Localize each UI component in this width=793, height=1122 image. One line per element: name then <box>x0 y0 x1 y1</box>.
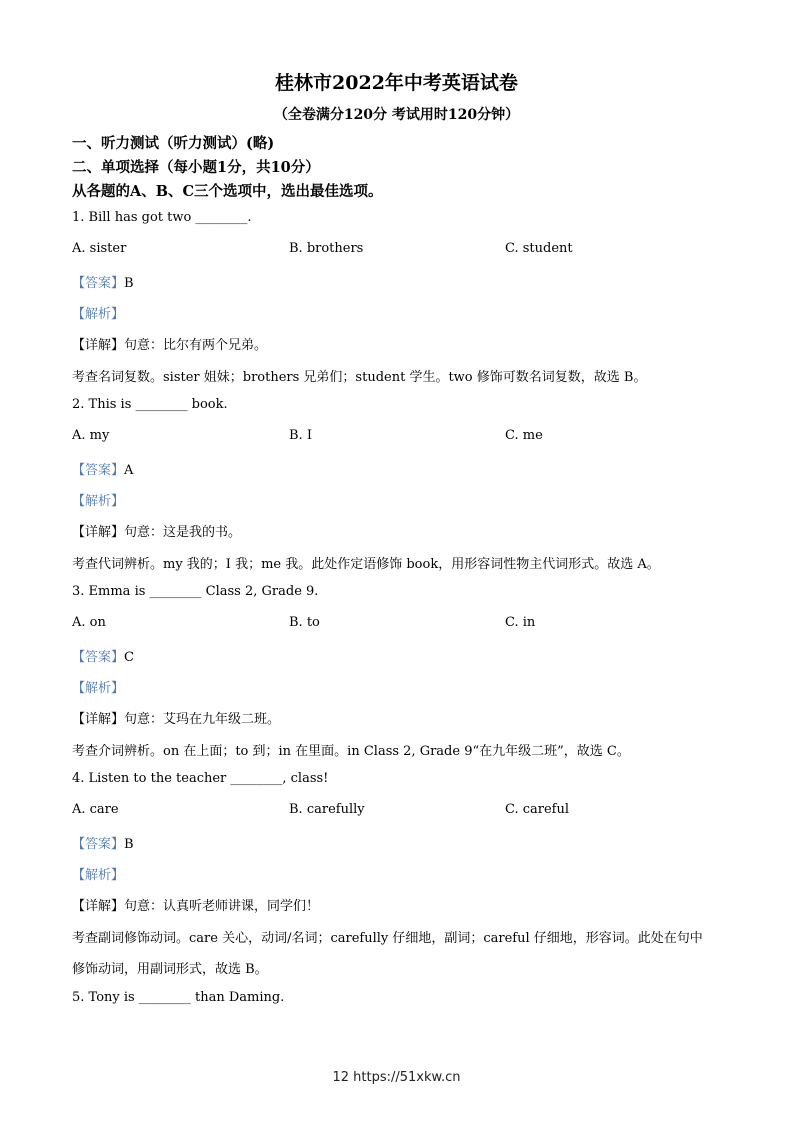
question-stem: 2. This is ________ book. <box>72 397 228 412</box>
detail-label: 【详解】 <box>72 338 125 353</box>
page-footer <box>0 1070 793 1085</box>
detail-line <box>72 334 267 353</box>
option-c: C. careful <box>505 802 570 817</box>
question-stem: 5. Tony is ________ than Daming. <box>72 990 285 1005</box>
answer-value: C <box>124 650 134 665</box>
page-title: 桂林市2022年中考英语试卷 <box>275 72 518 94</box>
question-options <box>72 615 732 633</box>
answer-line <box>72 646 134 665</box>
explanation-text: 考查名词复数。sister 姐妹；brothers 兄弟们；student 学生。two 修饰可数名词复数，故选 B。 <box>72 370 647 385</box>
answer-label: 【答案】 <box>72 650 125 665</box>
detail-label: 【详解】 <box>72 712 125 727</box>
option-a: A. my <box>72 428 110 443</box>
analysis-label: 【解析】 <box>72 868 125 883</box>
option-b: B. carefully <box>289 802 365 817</box>
answer-value: A <box>124 463 134 478</box>
page-subtitle: （全卷满分120分 考试用时120分钟） <box>273 107 520 123</box>
detail-text: 句意：艾玛在九年级二班。 <box>124 712 281 727</box>
option-a: A. on <box>72 615 106 630</box>
page-number: 12 <box>332 1070 350 1085</box>
question-stem: 1. Bill has got two ________. <box>72 210 252 225</box>
detail-text: 句意：这是我的书。 <box>124 525 242 540</box>
section-listening: 一、听力测试（听力测试）(略) <box>72 135 275 152</box>
option-b: B. to <box>289 615 320 630</box>
analysis-label: 【解析】 <box>72 307 125 322</box>
option-a: A. care <box>72 802 119 817</box>
footer-url[interactable]: https://51xkw.cn <box>353 1070 461 1085</box>
answer-line <box>72 459 133 478</box>
question-stem: 3. Emma is ________ Class 2, Grade 9. <box>72 584 319 599</box>
detail-line <box>72 708 280 727</box>
explanation-text-continued: 修饰动词，用副词形式，故选 B。 <box>72 962 268 977</box>
question-options <box>72 241 732 259</box>
option-c: C. student <box>505 241 573 256</box>
detail-label: 【详解】 <box>72 525 125 540</box>
analysis-label: 【解析】 <box>72 681 125 696</box>
detail-label: 【详解】 <box>72 899 125 914</box>
detail-text: 句意：认真听老师讲课，同学们！ <box>124 899 320 914</box>
explanation-text: 考查代词辨析。my 我的；I 我；me 我。此处作定语修饰 book，用形容词性物主代词形式。故选 A。 <box>72 557 660 572</box>
answer-label: 【答案】 <box>72 463 125 478</box>
option-b: B. brothers <box>289 241 364 256</box>
option-a: A. sister <box>72 241 127 256</box>
answer-value: B <box>124 837 134 852</box>
analysis-label: 【解析】 <box>72 494 125 509</box>
detail-line <box>72 521 241 540</box>
answer-line <box>72 272 134 291</box>
answer-label: 【答案】 <box>72 276 125 291</box>
section-single-choice: 二、单项选择（每小题1分，共10分） <box>72 159 320 176</box>
answer-line <box>72 833 134 852</box>
explanation-text: 考查副词修饰动词。care 关心，动词/名词；carefully 仔细地，副词；careful 仔细地，形容词。此处在句中 <box>72 931 703 946</box>
option-c: C. in <box>505 615 536 630</box>
detail-text: 句意：比尔有两个兄弟。 <box>124 338 268 353</box>
question-stem: 4. Listen to the teacher ________, class! <box>72 771 329 786</box>
detail-line <box>72 895 319 914</box>
option-c: C. me <box>505 428 543 443</box>
explanation-text: 考查介词辨析。on 在上面；to 到；in 在里面。in Class 2, Grade 9“在九年级二班”，故选 C。 <box>72 744 630 759</box>
option-b: B. I <box>289 428 312 443</box>
question-options <box>72 802 732 820</box>
answer-label: 【答案】 <box>72 837 125 852</box>
question-options <box>72 428 732 446</box>
answer-value: B <box>124 276 134 291</box>
section-instruction: 从各题的A、B、C三个选项中，选出最佳选项。 <box>72 183 383 200</box>
